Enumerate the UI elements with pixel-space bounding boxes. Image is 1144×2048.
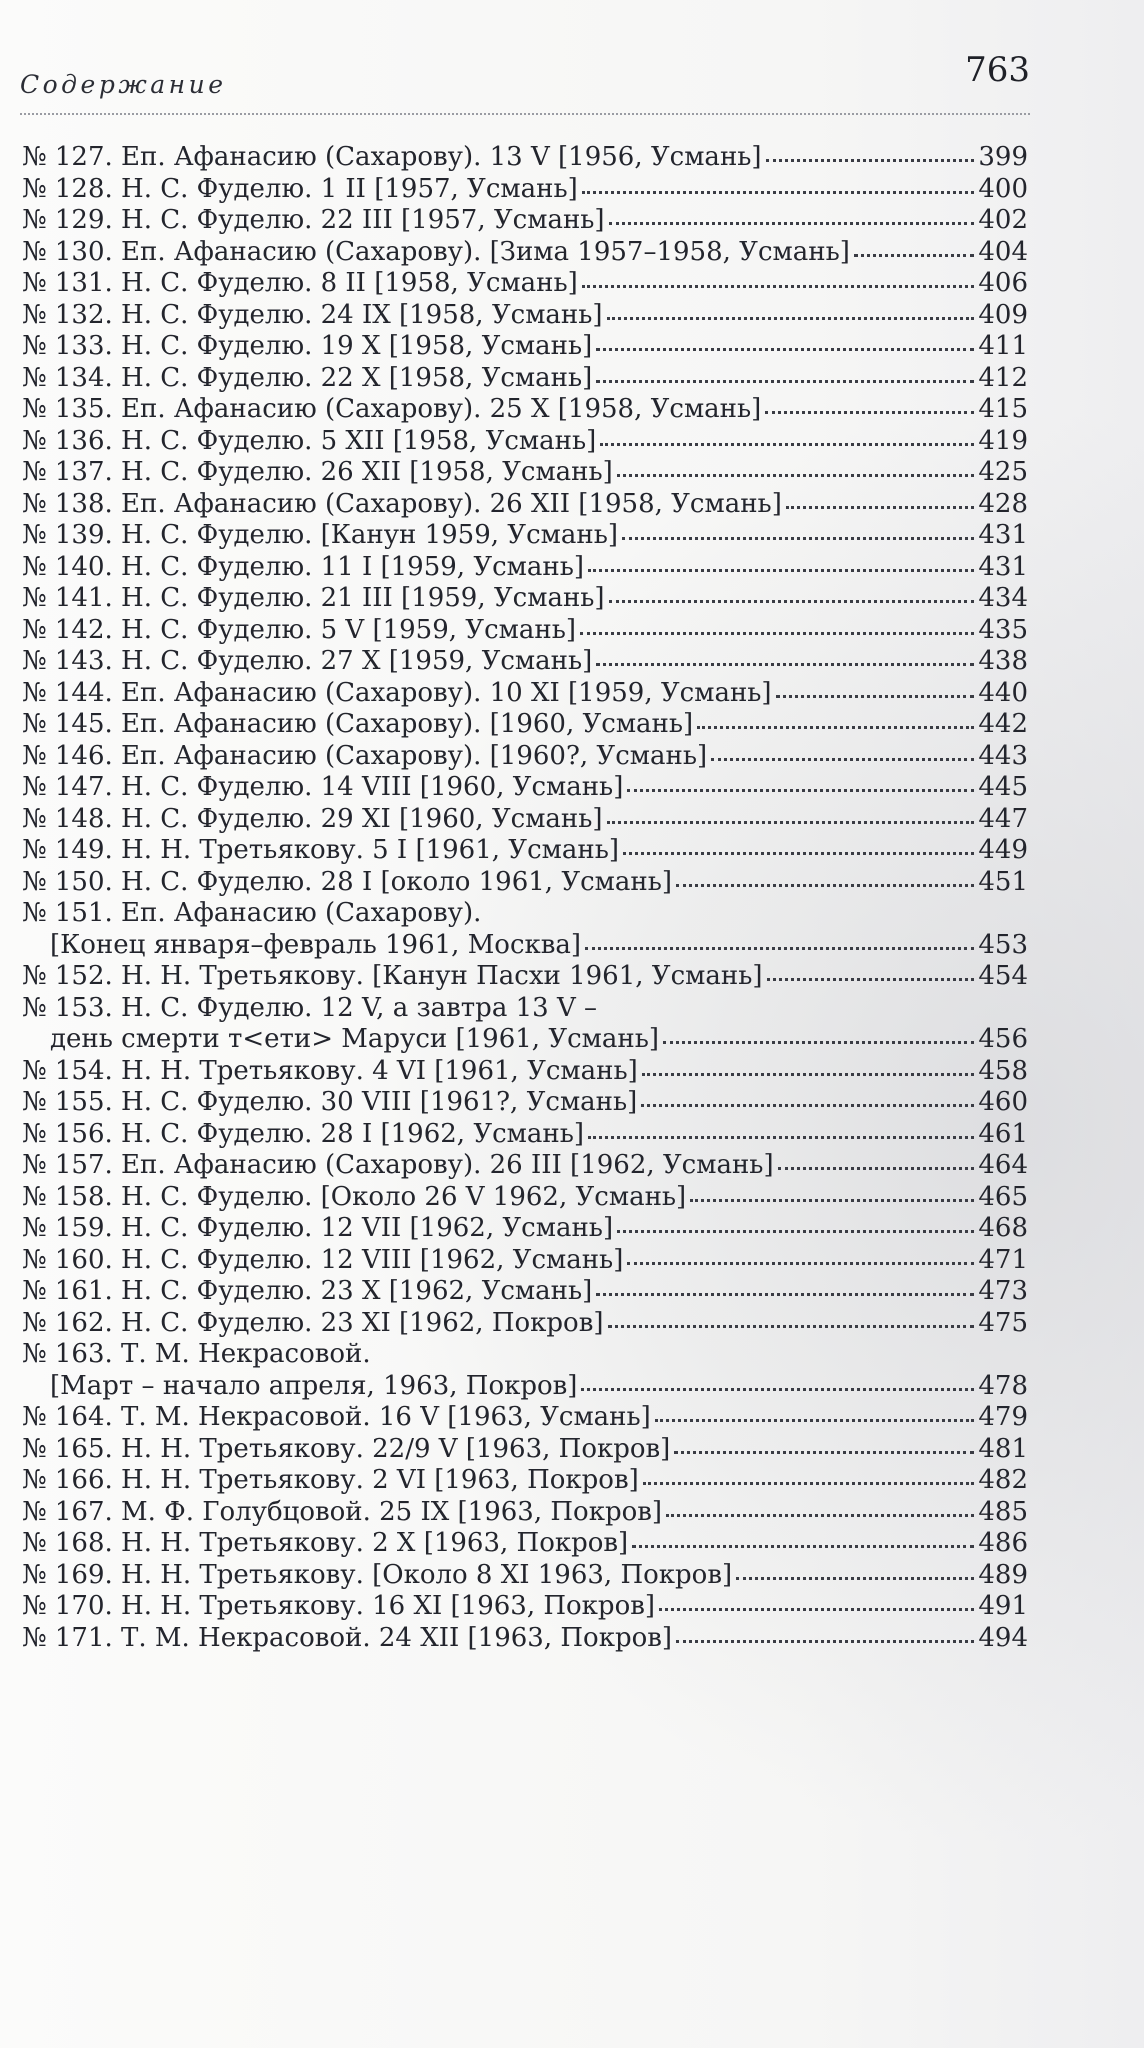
toc-entry <box>22 1308 1028 1340</box>
toc-entry-page: 485 <box>978 1496 1028 1527</box>
toc-entry-title: № 167. М. Ф. Голубцовой. 25 IX [1963, Покров] <box>22 1496 663 1527</box>
toc-entry-page: 461 <box>978 1118 1028 1149</box>
toc-entry-title: № 160. Н. С. Фуделю. 12 VIII [1962, Усмань] <box>22 1244 624 1275</box>
toc-entry-line <box>22 1182 1028 1214</box>
toc-entry-page: 402 <box>978 205 1028 235</box>
toc-entry-title: № 140. Н. С. Фуделю. 11 I [1959, Усмань] <box>22 551 585 582</box>
toc-entry-title: № 155. Н. С. Фуделю. 30 VIII [1961?, Усмань] <box>22 1087 638 1117</box>
toc-entry-page: 425 <box>978 457 1028 487</box>
toc-entry-title: № 154. Н. Н. Третьякову. 4 VI [1961, Усмань] <box>22 1055 638 1086</box>
toc-entry <box>22 1087 1028 1119</box>
dot-leader <box>659 1608 974 1611</box>
toc-entry-line <box>22 394 1028 426</box>
toc-entry-line <box>22 1465 1028 1497</box>
toc-entry-title: № 146. Еп. Афанасию (Сахарову). [1960?, Усмань] <box>22 740 708 771</box>
toc-entry-title: № 147. Н. С. Фуделю. 14 VIII [1960, Усмань] <box>22 772 624 802</box>
toc-entry-page: 460 <box>978 1087 1028 1117</box>
dot-leader <box>609 222 974 225</box>
toc-entry-page: 431 <box>978 520 1028 550</box>
toc-entry <box>22 741 1028 773</box>
toc-entry-title: № 132. Н. С. Фуделю. 24 IX [1958, Усмань] <box>22 299 603 330</box>
toc-entry-title: № 153. Н. С. Фуделю. 12 V, а завтра 13 V – <box>22 992 597 1023</box>
toc-entry-page: 456 <box>978 1024 1028 1054</box>
toc-entry <box>22 1465 1028 1497</box>
toc-entry-title: № 130. Еп. Афанасию (Сахарову). [Зима 1957–1958, Усмань] <box>22 236 850 267</box>
toc-entry-line <box>22 1308 1028 1340</box>
toc-entry-page: 406 <box>978 268 1028 298</box>
toc-entry <box>22 646 1028 678</box>
toc-entry-page: 445 <box>978 772 1028 802</box>
toc-entry-page: 447 <box>978 803 1028 834</box>
toc-entry <box>22 331 1028 363</box>
toc-entry-page: 453 <box>978 929 1028 960</box>
toc-entry-title: № 148. Н. С. Фуделю. 29 XI [1960, Усмань] <box>22 803 603 834</box>
toc-entry-line <box>22 678 1028 710</box>
toc-entry <box>22 1434 1028 1466</box>
toc-entry-page: 399 <box>978 142 1028 172</box>
toc-entry-page: 489 <box>978 1559 1028 1590</box>
dot-leader <box>596 1293 974 1296</box>
toc-entry-line <box>22 1591 1028 1623</box>
toc-entry-title: № 158. Н. С. Фуделю. [Около 26 V 1962, Усмань] <box>22 1181 687 1212</box>
toc-entry <box>22 457 1028 489</box>
toc-entry-page: 415 <box>978 394 1028 424</box>
toc-entry <box>22 174 1028 206</box>
toc-entry-page: 491 <box>978 1591 1028 1621</box>
dot-leader <box>676 1640 974 1643</box>
toc-entry-page: 458 <box>978 1055 1028 1086</box>
toc-entry-line <box>22 1056 1028 1088</box>
toc-entry-line <box>22 1213 1028 1245</box>
toc-entry-line <box>22 1087 1028 1119</box>
toc-entry-title: № 143. Н. С. Фуделю. 27 X [1959, Усмань] <box>22 646 593 676</box>
toc-entry <box>22 268 1028 300</box>
toc-entry-title: [Март – начало апреля, 1963, Покров] <box>50 1370 578 1401</box>
toc-entry-continuation <box>22 1024 1028 1056</box>
toc-entry-title: [Конец января–февраль 1961, Москва] <box>50 929 582 960</box>
toc-entry <box>22 835 1028 867</box>
toc-entry <box>22 1528 1028 1560</box>
toc-entry-line <box>22 961 1028 993</box>
toc-entry <box>22 615 1028 647</box>
toc-entry <box>22 1056 1028 1088</box>
toc-entry-line <box>22 1434 1028 1466</box>
toc-entry-line <box>22 1119 1028 1151</box>
toc-entry-line <box>22 268 1028 300</box>
dot-leader <box>588 1136 974 1139</box>
dot-leader <box>582 285 974 288</box>
toc-entry-line <box>22 867 1028 899</box>
toc-entry-line <box>22 237 1028 269</box>
toc-entry <box>22 804 1028 836</box>
dot-leader <box>596 663 974 666</box>
toc-entry-line <box>22 1560 1028 1592</box>
dot-leader <box>736 1577 974 1580</box>
toc-entry-page: 411 <box>978 331 1028 361</box>
toc-entry-page: 494 <box>978 1622 1028 1653</box>
toc-entry-title: № 128. Н. С. Фуделю. 1 II [1957, Усмань] <box>22 173 578 204</box>
toc-entry-page: 428 <box>978 488 1028 519</box>
dot-leader <box>697 726 974 729</box>
toc-entry-page: 434 <box>978 583 1028 613</box>
header-rule <box>20 113 1030 115</box>
toc-entry-title: № 137. Н. С. Фуделю. 26 XII [1958, Усмань] <box>22 457 613 487</box>
dot-leader <box>588 569 974 572</box>
running-head <box>20 50 1030 120</box>
toc-entry-page: 464 <box>978 1150 1028 1180</box>
toc-entry <box>22 1339 1028 1402</box>
toc-entry-title: № 152. Н. Н. Третьякову. [Канун Пасхи 1961, Усмань] <box>22 961 763 991</box>
toc-entry-title: № 139. Н. С. Фуделю. [Канун 1959, Усмань] <box>22 520 618 550</box>
toc-entry-title: № 168. Н. Н. Третьякову. 2 X [1963, Покров] <box>22 1528 629 1558</box>
toc-entry-title: день смерти т<ети> Маруси [1961, Усмань] <box>50 1024 660 1054</box>
toc-entry-title: № 169. Н. Н. Третьякову. [Около 8 XI 1963, Покров] <box>22 1559 733 1590</box>
dot-leader <box>854 254 974 257</box>
toc-entry-page: 400 <box>978 173 1028 204</box>
dot-leader <box>643 1482 974 1485</box>
dot-leader <box>580 632 974 635</box>
toc-entry-title: № 138. Еп. Афанасию (Сахарову). 26 XII [1958, Усмань] <box>22 488 782 519</box>
dot-leader <box>627 789 974 792</box>
dot-leader <box>663 1041 974 1044</box>
toc-entry-title: № 163. Т. М. Некрасовой. <box>22 1339 371 1369</box>
toc-entry <box>22 1119 1028 1151</box>
toc-entry-title: № 136. Н. С. Фуделю. 5 XII [1958, Усмань] <box>22 425 597 456</box>
toc-entry-page: 478 <box>978 1370 1028 1401</box>
toc-entry-title: № 159. Н. С. Фуделю. 12 VII [1962, Усмань] <box>22 1213 614 1243</box>
dot-leader <box>641 1104 974 1107</box>
toc-entry-page: 471 <box>978 1244 1028 1275</box>
dot-leader <box>674 1451 974 1454</box>
toc-entry-line <box>22 772 1028 804</box>
dot-leader <box>632 1545 974 1548</box>
toc-entry <box>22 961 1028 993</box>
toc-entry-line <box>22 1245 1028 1277</box>
toc-entry-title: № 142. Н. С. Фуделю. 5 V [1959, Усмань] <box>22 614 576 645</box>
toc-entry-page: 468 <box>978 1213 1028 1243</box>
toc-entry <box>22 489 1028 521</box>
toc-entry-title: № 141. Н. С. Фуделю. 21 III [1959, Усмань] <box>22 583 605 613</box>
dot-leader <box>596 348 974 351</box>
dot-leader <box>676 884 974 887</box>
toc-entry-title: № 135. Еп. Афанасию (Сахарову). 25 X [1958, Усмань] <box>22 394 762 424</box>
toc-entry-continuation <box>22 1371 1028 1403</box>
toc-entry-line <box>22 489 1028 521</box>
toc-entry-title: № 145. Еп. Афанасию (Сахарову). [1960, Усмань] <box>22 709 694 739</box>
toc-entry-line <box>22 1497 1028 1529</box>
toc-entry <box>22 142 1028 174</box>
toc-entry-line <box>22 1276 1028 1308</box>
toc-entry-page: 431 <box>978 551 1028 582</box>
toc-entry-page: 412 <box>978 362 1028 393</box>
toc-entry-line <box>22 1528 1028 1560</box>
toc-entry <box>22 1560 1028 1592</box>
toc-entry <box>22 583 1028 615</box>
toc-entry-title: № 164. Т. М. Некрасовой. 16 V [1963, Усмань] <box>22 1402 651 1432</box>
table-of-contents <box>22 142 1028 1654</box>
toc-entry-page: 465 <box>978 1181 1028 1212</box>
toc-entry-line <box>22 1623 1028 1655</box>
toc-entry-title: № 149. Н. Н. Третьякову. 5 I [1961, Усмань] <box>22 835 619 865</box>
dot-leader <box>666 1514 974 1517</box>
toc-entry <box>22 552 1028 584</box>
toc-entry-title: № 161. Н. С. Фуделю. 23 X [1962, Усмань] <box>22 1276 593 1306</box>
dot-leader <box>617 1230 974 1233</box>
toc-entry-page: 479 <box>978 1402 1028 1432</box>
toc-entry-line <box>22 646 1028 678</box>
toc-entry-line <box>22 331 1028 363</box>
toc-entry-page: 438 <box>978 646 1028 676</box>
toc-entry <box>22 1276 1028 1308</box>
toc-entry <box>22 520 1028 552</box>
dot-leader <box>607 821 974 824</box>
toc-entry-title: № 134. Н. С. Фуделю. 22 X [1958, Усмань] <box>22 362 593 393</box>
toc-entry-page: 435 <box>978 614 1028 645</box>
dot-leader <box>622 537 974 540</box>
dot-leader <box>711 758 974 761</box>
toc-entry-title: № 144. Еп. Афанасию (Сахарову). 10 XI [1959, Усмань] <box>22 677 772 708</box>
dot-leader <box>627 1262 974 1265</box>
dot-leader <box>608 1325 975 1328</box>
dot-leader <box>617 474 974 477</box>
dot-leader <box>596 380 974 383</box>
dot-leader <box>585 947 974 950</box>
toc-entry <box>22 300 1028 332</box>
toc-entry-line <box>22 552 1028 584</box>
toc-entry-title: № 151. Еп. Афанасию (Сахарову). <box>22 898 482 928</box>
toc-entry-title: № 129. Н. С. Фуделю. 22 III [1957, Усмань] <box>22 205 605 235</box>
toc-entry-line <box>22 520 1028 552</box>
toc-entry-page: 443 <box>978 740 1028 771</box>
toc-entry-line <box>22 1150 1028 1182</box>
toc-entry-line <box>22 804 1028 836</box>
toc-entry <box>22 1245 1028 1277</box>
toc-entry-line <box>22 363 1028 395</box>
toc-entry-line <box>22 174 1028 206</box>
toc-entry-line <box>22 205 1028 237</box>
toc-entry-page: 419 <box>978 425 1028 456</box>
toc-entry-continuation <box>22 930 1028 962</box>
toc-entry-page: 449 <box>978 835 1028 865</box>
toc-entry-title: № 157. Еп. Афанасию (Сахарову). 26 III [1962, Усмань] <box>22 1150 774 1180</box>
toc-entry <box>22 1623 1028 1655</box>
toc-entry <box>22 205 1028 237</box>
toc-entry <box>22 363 1028 395</box>
toc-entry <box>22 1591 1028 1623</box>
dot-leader <box>786 506 974 509</box>
toc-entry <box>22 772 1028 804</box>
toc-entry-line <box>22 615 1028 647</box>
dot-leader <box>607 317 974 320</box>
toc-entry <box>22 709 1028 741</box>
toc-entry-title: № 170. Н. Н. Третьякову. 16 XI [1963, Покров] <box>22 1591 656 1621</box>
toc-entry <box>22 898 1028 961</box>
toc-entry <box>22 394 1028 426</box>
toc-entry-page: 481 <box>978 1433 1028 1464</box>
toc-entry-page: 454 <box>978 961 1028 991</box>
toc-entry <box>22 237 1028 269</box>
toc-entry-line <box>22 993 1028 1025</box>
toc-entry-line <box>22 709 1028 741</box>
dot-leader <box>581 1388 974 1391</box>
toc-entry <box>22 678 1028 710</box>
dot-leader <box>767 978 975 981</box>
dot-leader <box>766 159 974 162</box>
toc-entry-page: 451 <box>978 866 1028 897</box>
toc-entry-page: 475 <box>978 1307 1028 1338</box>
toc-entry-line <box>22 583 1028 615</box>
toc-entry <box>22 1150 1028 1182</box>
toc-entry-page: 409 <box>978 299 1028 330</box>
toc-entry-page: 440 <box>978 677 1028 708</box>
dot-leader <box>690 1199 974 1202</box>
toc-entry-title: № 165. Н. Н. Третьякову. 22/9 V [1963, Покров] <box>22 1433 671 1464</box>
toc-entry-title: № 127. Еп. Афанасию (Сахарову). 13 V [1956, Усмань] <box>22 142 762 172</box>
dot-leader <box>776 695 974 698</box>
dot-leader <box>765 411 974 414</box>
toc-entry-title: № 171. Т. М. Некрасовой. 24 XII [1963, Покров] <box>22 1622 673 1653</box>
toc-entry-title: № 131. Н. С. Фуделю. 8 II [1958, Усмань] <box>22 268 578 298</box>
toc-entry-line <box>22 835 1028 867</box>
toc-entry <box>22 1182 1028 1214</box>
dot-leader <box>600 443 974 446</box>
toc-entry <box>22 993 1028 1056</box>
toc-entry-line <box>22 300 1028 332</box>
dot-leader <box>778 1167 974 1170</box>
section-title: Содержание <box>20 70 227 99</box>
dot-leader <box>582 191 974 194</box>
toc-entry-line <box>22 426 1028 458</box>
toc-entry-line <box>22 741 1028 773</box>
toc-entry-title: № 150. Н. С. Фуделю. 28 I [около 1961, Усмань] <box>22 866 673 897</box>
page-number: 763 <box>965 50 1030 90</box>
dot-leader <box>623 852 974 855</box>
toc-entry-line <box>22 1402 1028 1434</box>
toc-entry <box>22 867 1028 899</box>
toc-entry-page: 473 <box>978 1276 1028 1306</box>
dot-leader <box>642 1073 974 1076</box>
toc-entry <box>22 1402 1028 1434</box>
toc-entry-page: 404 <box>978 236 1028 267</box>
toc-entry-page: 486 <box>978 1528 1028 1558</box>
dot-leader <box>609 600 974 603</box>
toc-entry-title: № 156. Н. С. Фуделю. 28 I [1962, Усмань] <box>22 1118 585 1149</box>
dot-leader <box>655 1419 974 1422</box>
toc-entry-title: № 162. Н. С. Фуделю. 23 XI [1962, Покров] <box>22 1307 604 1338</box>
toc-entry <box>22 1213 1028 1245</box>
toc-entry-title: № 166. Н. Н. Третьякову. 2 VI [1963, Покров] <box>22 1465 639 1495</box>
toc-entry-title: № 133. Н. С. Фуделю. 19 X [1958, Усмань] <box>22 331 593 361</box>
toc-entry-line <box>22 898 1028 930</box>
toc-entry <box>22 426 1028 458</box>
toc-entry <box>22 1497 1028 1529</box>
toc-entry-page: 482 <box>978 1465 1028 1495</box>
toc-entry-line <box>22 457 1028 489</box>
toc-entry-line <box>22 142 1028 174</box>
toc-entry-line <box>22 1339 1028 1371</box>
toc-entry-page: 442 <box>978 709 1028 739</box>
